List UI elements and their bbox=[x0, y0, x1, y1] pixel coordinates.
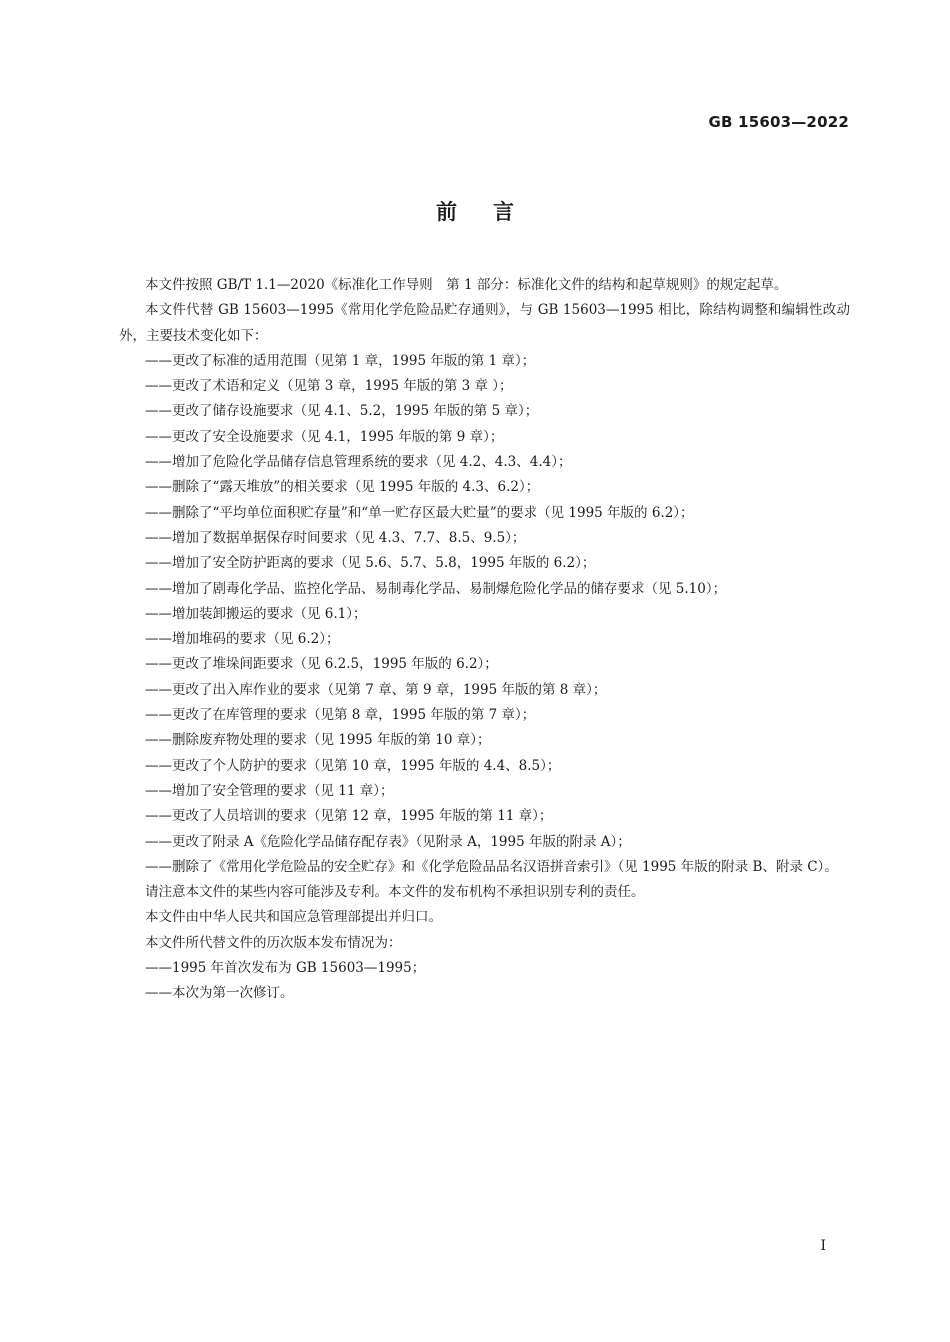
list-item: ——更改了个人防护的要求（见第 10 章，1995 年版的 4.4、8.5）； bbox=[145, 757, 561, 774]
list-item: ——删除废弃物处理的要求（见 1995 年版的第 10 章）； bbox=[145, 732, 491, 749]
list-item: ——更改了出入库作业的要求（见第 7 章、第 9 章，1995 年版的第 8 章）； bbox=[145, 681, 607, 698]
intro-paragraph-2: 本文件代替 GB 15603—1995《常用化学危险品贮存通则》，与 GB 15603—1995 相比，除结构调整和编辑性改动外，主要技术变化如下： bbox=[119, 302, 850, 344]
list-item: ——增加了危险化学品储存信息管理系统的要求（见 4.2、4.3、4.4）； bbox=[145, 454, 572, 471]
list-item: ——增加装卸搬运的要求（见 6.1）； bbox=[145, 605, 367, 622]
foreword-body bbox=[119, 273, 850, 1007]
list-item: ——更改了堆垛间距要求（见 6.2.5，1995 年版的 6.2）； bbox=[145, 656, 498, 673]
list-item: ——更改了安全设施要求（见 4.1，1995 年版的第 9 章）； bbox=[145, 428, 504, 445]
list-item: ——增加了安全管理的要求（见 11 章）； bbox=[145, 782, 394, 799]
changes-list bbox=[145, 349, 850, 880]
list-item: ——增加堆码的要求（见 6.2）； bbox=[145, 631, 340, 648]
list-item: ——删除了《常用化学危险品的安全贮存》和《化学危险品品名汉语拼音索引》（见 1995 年版的附录 B、附录 C）。 bbox=[145, 858, 838, 875]
history-item: ——1995 年首次发布为 GB 15603—1995； bbox=[145, 960, 426, 977]
patent-notice: 请注意本文件的某些内容可能涉及专利。本文件的发布机构不承担识别专利的责任。 bbox=[145, 884, 645, 901]
list-item: ——增加了安全防护距离的要求（见 5.6、5.7、5.8，1995 年版的 6.2）； bbox=[145, 555, 596, 572]
intro-paragraph-1: 本文件按照 GB/T 1.1—2020《标准化工作导则 第 1 部分：标准化文件的结构和起草规则》的规定起草。 bbox=[145, 277, 788, 293]
page-number: Ⅰ bbox=[820, 1238, 826, 1254]
list-item: ——删除了“露天堆放”的相关要求（见 1995 年版的 4.3、6.2）； bbox=[145, 479, 540, 496]
list-item: ——更改了标准的适用范围（见第 1 章，1995 年版的第 1 章）； bbox=[145, 352, 536, 369]
list-item: ——更改了储存设施要求（见 4.1、5.2，1995 年版的第 5 章）； bbox=[145, 403, 539, 420]
proposer-statement: 本文件由中华人民共和国应急管理部提出并归口。 bbox=[145, 909, 442, 926]
list-item: ——更改了附录 A《危险化学品储存配存表》（见附录 A，1995 年版的附录 A）； bbox=[145, 833, 631, 850]
history-intro: 本文件所代替文件的历次版本发布情况为： bbox=[145, 934, 402, 951]
list-item: ——更改了术语和定义（见第 3 章，1995 年版的第 3 章 ）； bbox=[145, 378, 513, 395]
list-item: ——更改了人员培训的要求（见第 12 章，1995 年版的第 11 章）； bbox=[145, 808, 553, 825]
standard-code: GB 15603—2022 bbox=[708, 113, 849, 131]
list-item: ——增加了数据单据保存时间要求（见 4.3、7.7、8.5、9.5）； bbox=[145, 529, 526, 546]
page-title: 前言 bbox=[436, 200, 550, 224]
list-item: ——增加了剧毒化学品、监控化学品、易制毒化学品、易制爆危险化学品的储存要求（见 5.10）； bbox=[145, 580, 727, 597]
list-item: ——更改了在库管理的要求（见第 8 章，1995 年版的第 7 章）； bbox=[145, 707, 536, 724]
history-item: ——本次为第一次修订。 bbox=[145, 985, 294, 1002]
list-item: ——删除了“平均单位面积贮存量”和“单一贮存区最大贮量”的要求（见 1995 年版的 6.2）； bbox=[145, 504, 694, 521]
